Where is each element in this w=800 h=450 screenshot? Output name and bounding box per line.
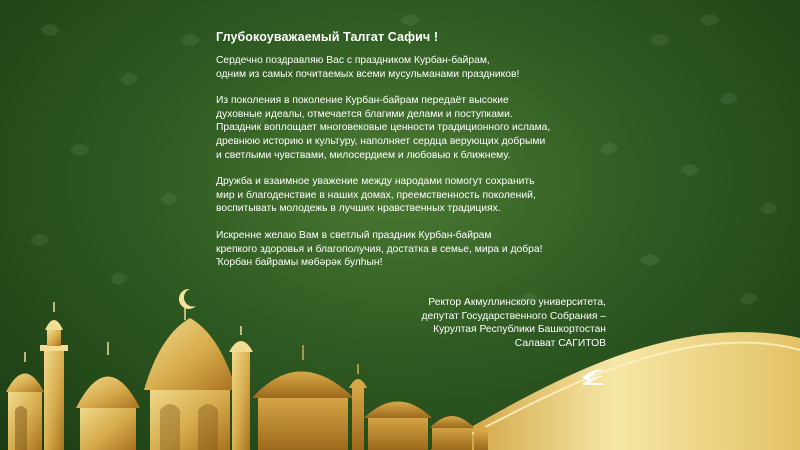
crescent-icon [179, 289, 196, 309]
signature-name: Салават САГИТОВ [514, 337, 606, 349]
paragraph-line: Из поколения в поколение Курбан-байрам передаёт высокие [216, 95, 509, 107]
paragraph-line: Искренне желаю Вам в светлый праздник Курбан-байрам [216, 229, 492, 241]
minaret-left [40, 302, 68, 450]
university-logo-icon [580, 364, 606, 386]
paragraph-line: мир и благоденствие в наших домах, преемственность поколений, [216, 189, 536, 201]
paragraph-line: Ҡорбан байрамы мөбәрәк булһын! [216, 257, 383, 269]
paragraph-line: одним из самых почитаемых всеми мусульманами праздников! [216, 68, 520, 80]
greeting-title: Глубокоуважаемый Талгат Сафич ! [216, 30, 439, 44]
minaret-right [349, 364, 367, 450]
paragraph-line: древнюю историю и культуру, наполняет сердца верующих добрыми [216, 135, 546, 147]
paragraph-line: Дружба и взаимное уважение между народами помогут сохранить [216, 176, 535, 188]
dome-left [76, 342, 140, 450]
dome-right-cluster [364, 402, 490, 450]
signature-line: депутат Государственного Собрания – [421, 310, 606, 322]
paragraph-line: Праздник воплощает многовековые ценности традиционного ислама, [216, 122, 551, 134]
paragraph-line: крепкого здоровья и благополучия, достатка в семье, мира и добра! [216, 243, 543, 255]
paragraph-line: Сердечно поздравляю Вас с праздником Курбан-байрам, [216, 55, 490, 66]
dome-dark [252, 345, 354, 450]
dome-far-left [6, 352, 44, 450]
signature-line: Курултая Республики Башкортостан [433, 324, 606, 336]
paragraph-line: воспитывать молодежь в лучших нравственных традициях. [216, 203, 501, 215]
minaret-middle [229, 326, 253, 450]
signature-line: Ректор Акмуллинского университета, [428, 297, 606, 308]
paragraph-line: и светлыми чувствами, милосердием и любовью к ближнему. [216, 149, 511, 161]
dome-main [144, 318, 236, 450]
paragraph-line: духовные идеалы, отмечается благими делами и поступками. [216, 108, 513, 120]
